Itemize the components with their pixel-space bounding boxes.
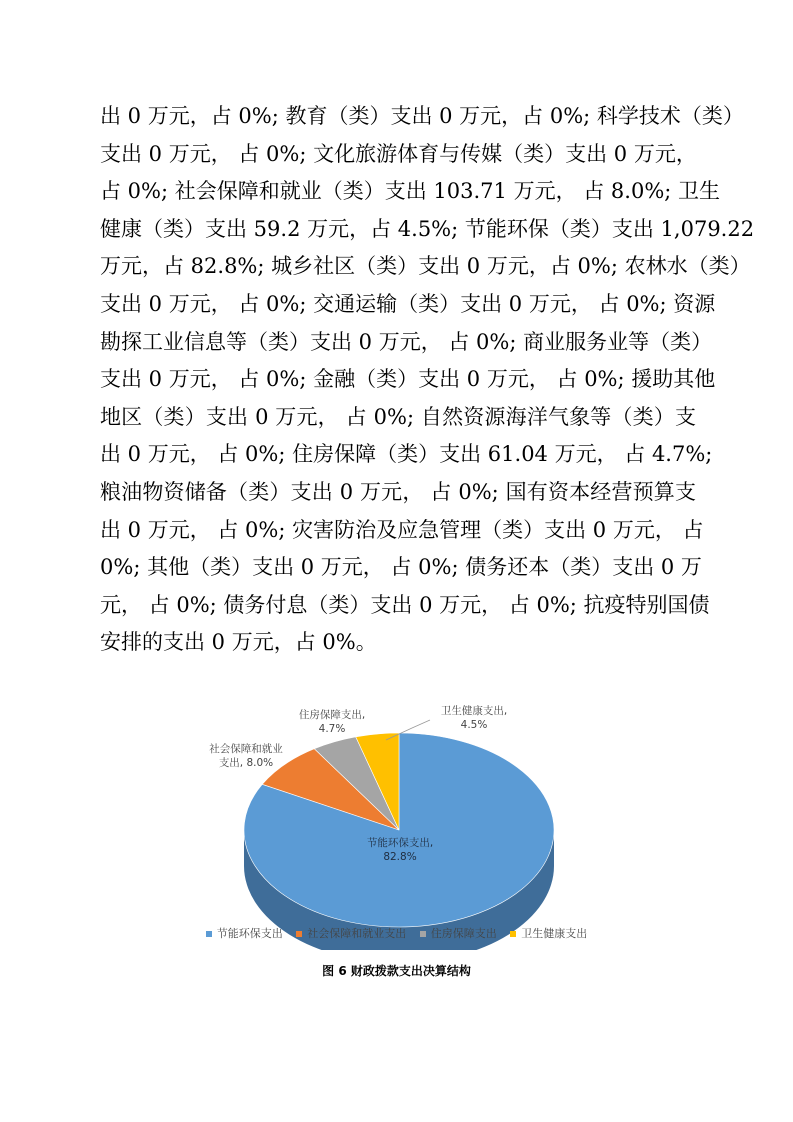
- paragraph-line: 万元，占 82.8%; 城乡社区（类）支出 0 万元，占 0%; 农林水（类）: [100, 254, 751, 279]
- legend-swatch: [420, 931, 426, 937]
- legend-label: 卫生健康支出: [521, 927, 588, 940]
- paragraph-line: 元， 占 0%; 债务付息（类）支出 0 万元， 占 0%; 抗疫特别国债: [100, 592, 710, 617]
- paragraph-line: 占 0%; 社会保障和就业（类）支出 103.71 万元， 占 8.0%; 卫生: [100, 179, 721, 204]
- chart-legend: [0, 925, 793, 941]
- pie-chart-svg: [180, 690, 620, 950]
- pie-chart: [180, 690, 620, 950]
- legend-label: 社会保障和就业支出: [307, 927, 407, 940]
- paragraph-line: 支出 0 万元， 占 0%; 文化旅游体育与传媒（类）支出 0 万元，: [100, 141, 697, 166]
- body-paragraph: [100, 98, 755, 662]
- paragraph-line: 安排的支出 0 万元，占 0%。: [100, 630, 377, 655]
- paragraph-line: 勘探工业信息等（类）支出 0 万元， 占 0%; 商业服务业等（类）: [100, 329, 713, 354]
- paragraph-line: 出 0 万元， 占 0%; 灾害防治及应急管理（类）支出 0 万元， 占: [100, 517, 704, 542]
- legend-item: [296, 925, 406, 941]
- pie-data-label: 卫生健康支出, 4.5%: [440, 705, 508, 731]
- legend-label: 节能环保支出: [216, 927, 283, 940]
- legend-item: [206, 925, 283, 941]
- legend-label: 住房保障支出: [430, 927, 497, 940]
- paragraph-line: 粮油物资储备（类）支出 0 万元， 占 0%; 国有资本经营预算支: [100, 479, 696, 504]
- legend-swatch: [206, 931, 212, 937]
- paragraph-line: 支出 0 万元， 占 0%; 交通运输（类）支出 0 万元， 占 0%; 资源: [100, 291, 716, 316]
- paragraph-line: 0%; 其他（类）支出 0 万元， 占 0%; 债务还本（类）支出 0 万: [100, 555, 702, 580]
- paragraph-line: 出 0 万元，占 0%; 教育（类）支出 0 万元，占 0%; 科学技术（类）: [100, 104, 744, 128]
- paragraph-line: 支出 0 万元， 占 0%; 金融（类）支出 0 万元， 占 0%; 援助其他: [100, 367, 716, 392]
- legend-swatch: [510, 931, 516, 937]
- pie-data-label: 节能环保支出, 82.8%: [366, 837, 434, 863]
- pie-data-label: 社会保障和就业支出, 8.0%: [209, 743, 283, 769]
- pie-top-faces: [244, 733, 554, 927]
- legend-item: [510, 925, 587, 941]
- paragraph-line: 地区（类）支出 0 万元， 占 0%; 自然资源海洋气象等（类）支: [100, 404, 696, 429]
- paragraph-line: 健康（类）支出 59.2 万元，占 4.5%; 节能环保（类）支出 1,079.22: [100, 216, 755, 241]
- paragraph-line: 出 0 万元， 占 0%; 住房保障（类）支出 61.04 万元， 占 4.7%;: [100, 442, 713, 467]
- pie-data-label: 住房保障支出, 4.7%: [298, 709, 366, 735]
- legend-swatch: [296, 931, 302, 937]
- legend-item: [420, 925, 497, 941]
- figure-caption: 图 6 财政拨款支出决算结构: [322, 964, 471, 978]
